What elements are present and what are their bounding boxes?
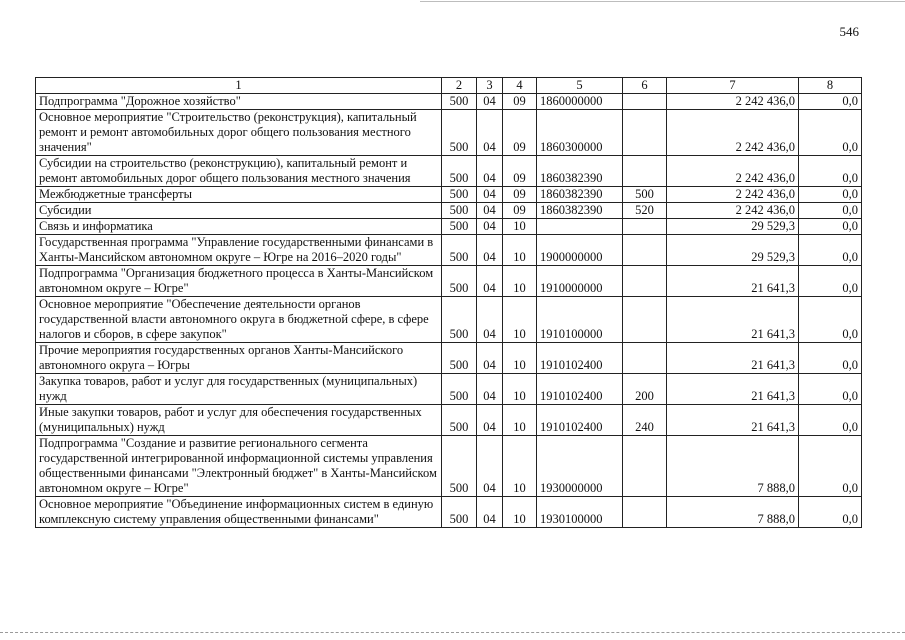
admin-code-cell: 500 xyxy=(442,110,477,156)
section-cell: 04 xyxy=(477,235,503,266)
amount-cell: 2 242 436,0 xyxy=(667,187,799,203)
subsection-cell: 09 xyxy=(503,203,537,219)
section-cell: 04 xyxy=(477,497,503,528)
amount-2-cell: 0,0 xyxy=(799,405,862,436)
expense-type-cell: 500 xyxy=(623,187,667,203)
section-cell: 04 xyxy=(477,187,503,203)
amount-cell: 2 242 436,0 xyxy=(667,94,799,110)
subsection-cell: 10 xyxy=(503,219,537,235)
table-row xyxy=(36,235,862,266)
subsection-cell: 09 xyxy=(503,110,537,156)
target-article-cell: 1860382390 xyxy=(537,203,623,219)
admin-code-cell: 500 xyxy=(442,94,477,110)
amount-cell: 21 641,3 xyxy=(667,405,799,436)
amount-cell: 7 888,0 xyxy=(667,436,799,497)
expense-type-cell xyxy=(623,110,667,156)
header-cell-7: 7 xyxy=(667,78,799,94)
amount-cell: 21 641,3 xyxy=(667,297,799,343)
expense-type-cell: 200 xyxy=(623,374,667,405)
row-name-cell: Связь и информатика xyxy=(36,219,442,235)
admin-code-cell: 500 xyxy=(442,219,477,235)
target-article-cell: 1910100000 xyxy=(537,297,623,343)
target-article-cell: 1900000000 xyxy=(537,235,623,266)
admin-code-cell: 500 xyxy=(442,374,477,405)
target-article-cell: 1860382390 xyxy=(537,187,623,203)
expense-type-cell: 240 xyxy=(623,405,667,436)
row-name-cell: Субсидии xyxy=(36,203,442,219)
amount-2-cell: 0,0 xyxy=(799,266,862,297)
admin-code-cell: 500 xyxy=(442,266,477,297)
section-cell: 04 xyxy=(477,266,503,297)
admin-code-cell: 500 xyxy=(442,405,477,436)
header-cell-3: 3 xyxy=(477,78,503,94)
section-cell: 04 xyxy=(477,374,503,405)
subsection-cell: 10 xyxy=(503,297,537,343)
expense-type-cell xyxy=(623,266,667,297)
subsection-cell: 09 xyxy=(503,187,537,203)
section-cell: 04 xyxy=(477,156,503,187)
table-row xyxy=(36,405,862,436)
table-header-row xyxy=(36,78,862,94)
amount-2-cell: 0,0 xyxy=(799,187,862,203)
row-name-cell: Подпрограмма "Создание и развитие регионального сегмента государственной интегрированной информационной системы управления общественными финансами "Электронный бюджет" в Ханты-Мансийском автономном округе – Югре" xyxy=(36,436,442,497)
amount-cell: 2 242 436,0 xyxy=(667,110,799,156)
amount-cell: 21 641,3 xyxy=(667,343,799,374)
header-cell-2: 2 xyxy=(442,78,477,94)
table-body xyxy=(36,78,862,528)
budget-table xyxy=(35,77,862,528)
admin-code-cell: 500 xyxy=(442,436,477,497)
section-cell: 04 xyxy=(477,94,503,110)
section-cell: 04 xyxy=(477,297,503,343)
row-name-cell: Закупка товаров, работ и услуг для государственных (муниципальных) нужд xyxy=(36,374,442,405)
page-number: 546 xyxy=(839,24,859,39)
expense-type-cell xyxy=(623,156,667,187)
table-row xyxy=(36,436,862,497)
subsection-cell: 10 xyxy=(503,436,537,497)
row-name-cell: Прочие мероприятия государственных органов Ханты-Мансийского автономного округа – Югры xyxy=(36,343,442,374)
subsection-cell: 10 xyxy=(503,235,537,266)
admin-code-cell: 500 xyxy=(442,187,477,203)
target-article-cell: 1860000000 xyxy=(537,94,623,110)
row-name-cell: Субсидии на строительство (реконструкцию), капитальный ремонт и ремонт автомобильных дорог общего пользования местного значения xyxy=(36,156,442,187)
amount-cell: 2 242 436,0 xyxy=(667,156,799,187)
target-article-cell: 1930100000 xyxy=(537,497,623,528)
amount-cell: 21 641,3 xyxy=(667,374,799,405)
subsection-cell: 10 xyxy=(503,266,537,297)
admin-code-cell: 500 xyxy=(442,156,477,187)
section-cell: 04 xyxy=(477,203,503,219)
admin-code-cell: 500 xyxy=(442,497,477,528)
table-row xyxy=(36,187,862,203)
table-row xyxy=(36,343,862,374)
expense-type-cell xyxy=(623,94,667,110)
row-name-cell: Иные закупки товаров, работ и услуг для обеспечения государственных (муниципальных) нужд xyxy=(36,405,442,436)
amount-2-cell: 0,0 xyxy=(799,297,862,343)
section-cell: 04 xyxy=(477,343,503,374)
admin-code-cell: 500 xyxy=(442,297,477,343)
row-name-cell: Государственная программа "Управление государственными финансами в Ханты-Мансийском автономном округе – Югре на 2016–2020 годы" xyxy=(36,235,442,266)
amount-cell: 29 529,3 xyxy=(667,235,799,266)
amount-2-cell: 0,0 xyxy=(799,374,862,405)
table-row xyxy=(36,94,862,110)
amount-2-cell: 0,0 xyxy=(799,110,862,156)
expense-type-cell xyxy=(623,219,667,235)
target-article-cell: 1930000000 xyxy=(537,436,623,497)
subsection-cell: 09 xyxy=(503,156,537,187)
amount-2-cell: 0,0 xyxy=(799,235,862,266)
table-row xyxy=(36,374,862,405)
row-name-cell: Основное мероприятие "Обеспечение деятельности органов государственной власти автономного округа в бюджетной сфере, в сфере налогов и сборов, в сфере закупок" xyxy=(36,297,442,343)
row-name-cell: Межбюджетные трансферты xyxy=(36,187,442,203)
expense-type-cell xyxy=(623,436,667,497)
table-row xyxy=(36,297,862,343)
row-name-cell: Основное мероприятие "Строительство (реконструкция), капитальный ремонт и ремонт автомобильных дорог общего пользования местного значения" xyxy=(36,110,442,156)
table-row xyxy=(36,110,862,156)
row-name-cell: Подпрограмма "Дорожное хозяйство" xyxy=(36,94,442,110)
expense-type-cell xyxy=(623,297,667,343)
expense-type-cell xyxy=(623,497,667,528)
amount-2-cell: 0,0 xyxy=(799,436,862,497)
subsection-cell: 10 xyxy=(503,343,537,374)
expense-type-cell xyxy=(623,235,667,266)
table-row xyxy=(36,156,862,187)
target-article-cell xyxy=(537,219,623,235)
section-cell: 04 xyxy=(477,436,503,497)
row-name-cell: Основное мероприятие "Объединение информационных систем в единую комплексную систему управления общественными финансами" xyxy=(36,497,442,528)
expense-type-cell: 520 xyxy=(623,203,667,219)
table-row xyxy=(36,497,862,528)
amount-2-cell: 0,0 xyxy=(799,156,862,187)
header-cell-6: 6 xyxy=(623,78,667,94)
admin-code-cell: 500 xyxy=(442,235,477,266)
amount-2-cell: 0,0 xyxy=(799,203,862,219)
admin-code-cell: 500 xyxy=(442,343,477,374)
admin-code-cell: 500 xyxy=(442,203,477,219)
subsection-cell: 10 xyxy=(503,497,537,528)
amount-cell: 21 641,3 xyxy=(667,266,799,297)
target-article-cell: 1910000000 xyxy=(537,266,623,297)
amount-cell: 7 888,0 xyxy=(667,497,799,528)
target-article-cell: 1910102400 xyxy=(537,374,623,405)
expense-type-cell xyxy=(623,343,667,374)
amount-2-cell: 0,0 xyxy=(799,219,862,235)
target-article-cell: 1860382390 xyxy=(537,156,623,187)
scan-edge-bottom xyxy=(0,632,905,634)
header-cell-4: 4 xyxy=(503,78,537,94)
row-name-cell: Подпрограмма "Организация бюджетного процесса в Ханты-Мансийском автономном округе – Югре" xyxy=(36,266,442,297)
target-article-cell: 1910102400 xyxy=(537,405,623,436)
table-row xyxy=(36,203,862,219)
subsection-cell: 09 xyxy=(503,94,537,110)
amount-2-cell: 0,0 xyxy=(799,343,862,374)
header-cell-5: 5 xyxy=(537,78,623,94)
amount-2-cell: 0,0 xyxy=(799,94,862,110)
amount-cell: 2 242 436,0 xyxy=(667,203,799,219)
header-cell-1: 1 xyxy=(36,78,442,94)
amount-cell: 29 529,3 xyxy=(667,219,799,235)
target-article-cell: 1910102400 xyxy=(537,343,623,374)
target-article-cell: 1860300000 xyxy=(537,110,623,156)
amount-2-cell: 0,0 xyxy=(799,497,862,528)
scan-edge-top xyxy=(420,1,905,2)
section-cell: 04 xyxy=(477,219,503,235)
subsection-cell: 10 xyxy=(503,405,537,436)
section-cell: 04 xyxy=(477,405,503,436)
table-row xyxy=(36,219,862,235)
header-cell-8: 8 xyxy=(799,78,862,94)
table-row xyxy=(36,266,862,297)
section-cell: 04 xyxy=(477,110,503,156)
subsection-cell: 10 xyxy=(503,374,537,405)
